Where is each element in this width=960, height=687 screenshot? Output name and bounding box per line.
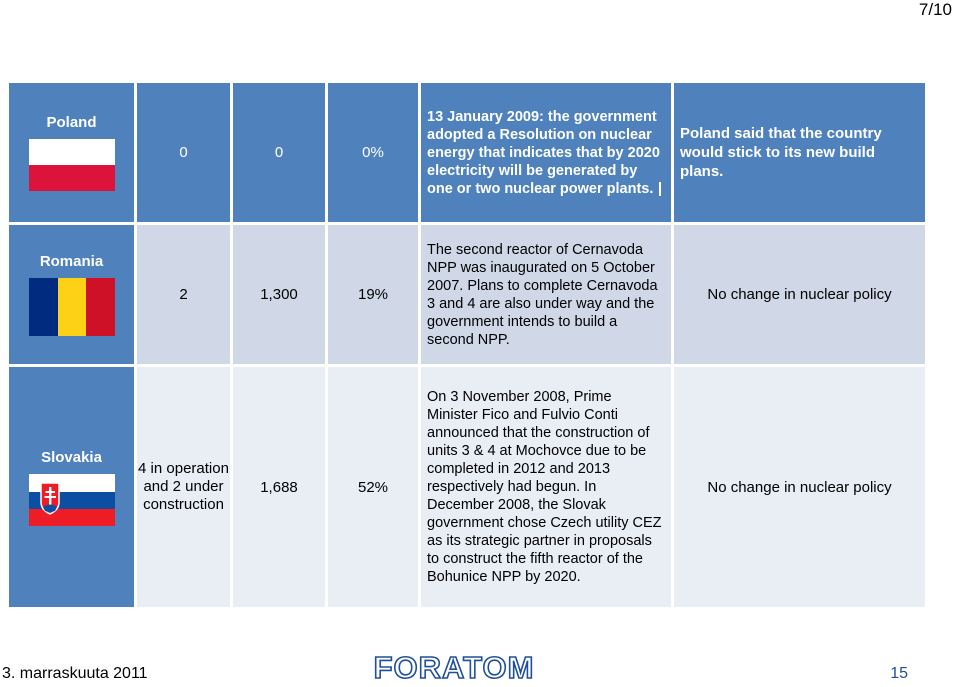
capacity-cell: 1,300	[233, 225, 325, 364]
country-cell-poland	[9, 83, 134, 222]
country-name: Romania	[39, 253, 104, 270]
poland-flag-icon	[29, 139, 115, 191]
country-cell-romania	[9, 225, 134, 364]
page-counter: 7/10	[918, 0, 952, 19]
description-cell: The second reactor of Cernavoda NPP was inaugurated on 5 October 2007. Plans to complete Cernavoda 3 and 4 are also under way and the government intends to build a second NPP.	[421, 225, 671, 364]
table-row-slovakia	[9, 367, 925, 607]
country-table	[6, 80, 928, 610]
response-cell: Poland said that the country would stick to its new build plans.	[674, 83, 925, 222]
response-cell: No change in nuclear policy	[674, 225, 925, 364]
logo-text: FORATOM	[373, 650, 535, 684]
response-cell: No change in nuclear policy	[674, 367, 925, 607]
table-row-romania	[9, 225, 925, 364]
slovakia-flag-icon	[29, 474, 115, 526]
capacity-cell: 0	[233, 83, 325, 222]
description-cell: On 3 November 2008, Prime Minister Fico and Fulvio Conti announced that the construction of units 3 & 4 at Mochovce due to be completed in 2012 and 2013 respectively had begun. In December 2008, the Slovak government chose Czech utility CEZ as its strategic partner in proposals to construct the fifth reactor of the Bohunice NPP by 2020.	[421, 367, 671, 607]
footer-date: 3. marraskuuta 2011	[2, 665, 148, 682]
country-cell-slovakia	[9, 367, 134, 607]
reactors-cell: 2	[137, 225, 230, 364]
foratom-logo	[352, 650, 556, 684]
romania-flag-icon	[29, 278, 115, 336]
country-name: Slovakia	[41, 448, 102, 466]
table-row-poland	[9, 83, 925, 222]
share-cell: 52%	[328, 367, 418, 607]
country-name: Poland	[46, 114, 97, 131]
share-cell: 0%	[328, 83, 418, 222]
capacity-cell: 1,688	[233, 367, 325, 607]
description-cell	[421, 83, 671, 222]
description-text: 13 January 2009: the government adopted a Resolution on nuclear energy that indicates that by 2020 electricity will be generated by one or two nuclear power plants.	[427, 108, 660, 197]
share-cell: 19%	[328, 225, 418, 364]
reactors-cell: 4 in operation and 2 under construction	[137, 367, 230, 607]
reactors-cell: 0	[137, 83, 230, 222]
page-number: 15	[890, 665, 908, 682]
text-cursor-icon	[659, 182, 661, 196]
